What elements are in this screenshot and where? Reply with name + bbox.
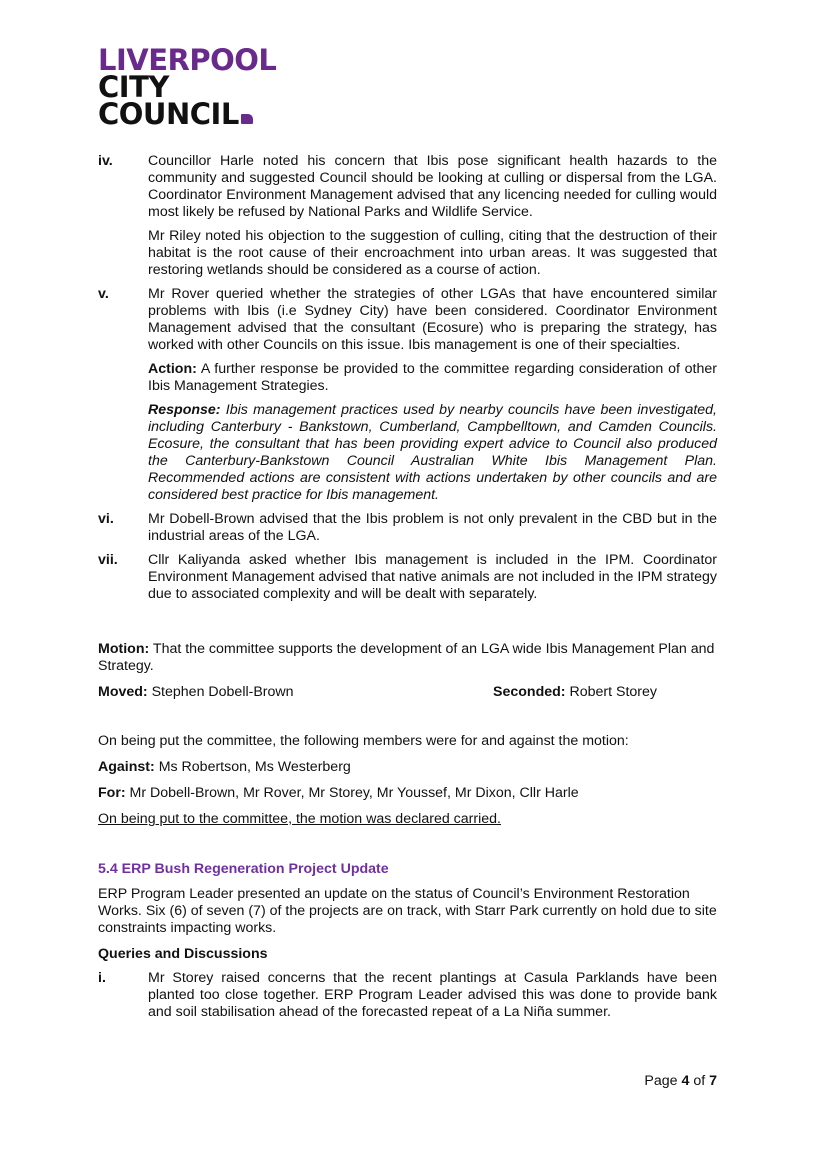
item-body — [148, 286, 717, 504]
list-item-vii — [98, 552, 717, 603]
action-text: A further response be provided to the committee regarding consideration of other Ibis Management Strategies. — [148, 361, 717, 394]
against-names: Ms Robertson, Ms Westerberg — [154, 759, 351, 775]
item-paragraph: Cllr Kaliyanda asked whether Ibis management is included in the IPM. Coordinator Environment Management advised that native animals are not included in the IPM strategy due to associated complexity and will be dealt with separately. — [148, 552, 717, 602]
item-paragraph: Mr Storey raised concerns that the recent plantings at Casula Parklands have been planted too close together. ERP Program Leader advised this was done to provide bank and soil stabilisation ahead of the forecasted repeat of a La Niña summer. — [148, 970, 717, 1020]
item-paragraph: Mr Riley noted his objection to the suggestion of culling, citing that the destruction of their habitat is the root cause of their encroachment into urban areas. It was suggested that restoring wetlands should be considered as a course of action. — [148, 228, 717, 278]
page-number: Page 4 of 7 — [644, 1073, 717, 1089]
action-label: Action: — [148, 361, 197, 377]
seconded-label: Seconded: — [493, 684, 566, 700]
moved-field — [98, 684, 493, 701]
list-item-iv — [98, 153, 717, 279]
logo-line-3: COUNCIL — [98, 101, 276, 128]
motion-text: That the committee supports the development of an LGA wide Ibis Management Plan and Strategy. — [98, 641, 715, 674]
logo-line-1: LIVERPOOL — [98, 43, 277, 77]
list-item-v — [98, 286, 717, 504]
action-paragraph — [148, 361, 717, 395]
for-names: Mr Dobell-Brown, Mr Rover, Mr Storey, Mr Youssef, Mr Dixon, Cllr Harle — [125, 785, 579, 801]
section-intro: ERP Program Leader presented an update on the status of Council’s Environment Restoration Works. Six (6) of seven (7) of the projects are on track, with Starr Park currently on hold due to site constraints impacting works. — [98, 886, 717, 936]
seconded-name: Robert Storey — [565, 684, 658, 700]
minutes-content — [98, 153, 717, 1028]
motion-label: Motion: — [98, 641, 150, 657]
liverpool-city-council-logo — [98, 43, 277, 131]
moved-label: Moved: — [98, 684, 148, 700]
against-label: Against: — [98, 759, 155, 775]
moved-seconded-row — [98, 684, 717, 701]
seconded-field — [493, 684, 657, 701]
response-paragraph — [148, 402, 717, 504]
queries-subheading: Queries and Discussions — [98, 946, 268, 962]
response-label: Response: — [148, 402, 221, 418]
for-line — [98, 785, 717, 802]
response-text: Ibis management practices used by nearby councils have been investigated, including Canterbury - Bankstown, Cumberland, Campbelltown, and Camden Councils. Ecosure, the consultant that has been providing expert advice to Council also produced the Canterbury-Bankstown Council Australian White Ibis Management Plan. Recommended actions are consistent with actions undertaken by other councils and are considered best practice for Ibis management. — [148, 402, 717, 503]
item-paragraph: Mr Dobell-Brown advised that the Ibis problem is not only prevalent in the CBD but in the industrial areas of the LGA. — [148, 511, 717, 544]
for-label: For: — [98, 785, 126, 801]
item-number: vi. — [98, 511, 114, 527]
item-body — [148, 970, 717, 1021]
vote-intro: On being put the committee, the following members were for and against the motion: — [98, 733, 629, 749]
list-item-vi — [98, 511, 717, 545]
item-number: iv. — [98, 153, 113, 169]
item-number: v. — [98, 286, 109, 302]
logo-line-2: CITY — [98, 70, 169, 104]
item-number: i. — [98, 970, 106, 986]
item-paragraph: Mr Rover queried whether the strategies of other LGAs that have encountered similar problems with Ibis (i.e Sydney City) have been considered. Coordinator Environment Management advised that the consultant (Ecosure) who is preparing the strategy, has worked with other Councils on this issue. Ibis management is one of their specialties. — [148, 286, 717, 353]
moved-name: Stephen Dobell-Brown — [147, 684, 294, 700]
against-line — [98, 759, 717, 776]
item-number: vii. — [98, 552, 118, 568]
item-body — [148, 552, 717, 603]
logo-mark-icon — [241, 114, 253, 124]
item-body — [148, 153, 717, 279]
list-item-i — [98, 970, 717, 1021]
motion-paragraph — [98, 641, 717, 675]
item-body — [148, 511, 717, 545]
motion-result: On being put to the committee, the motion was declared carried. — [98, 811, 501, 827]
section-heading: 5.4 ERP Bush Regeneration Project Update — [98, 861, 389, 877]
item-paragraph: Councillor Harle noted his concern that Ibis pose significant health hazards to the community and suggested Council should be looking at culling or dispersal from the LGA. Coordinator Environment Management advised that any licencing needed for culling would most likely be refused by National Parks and Wildlife Service. — [148, 153, 717, 220]
